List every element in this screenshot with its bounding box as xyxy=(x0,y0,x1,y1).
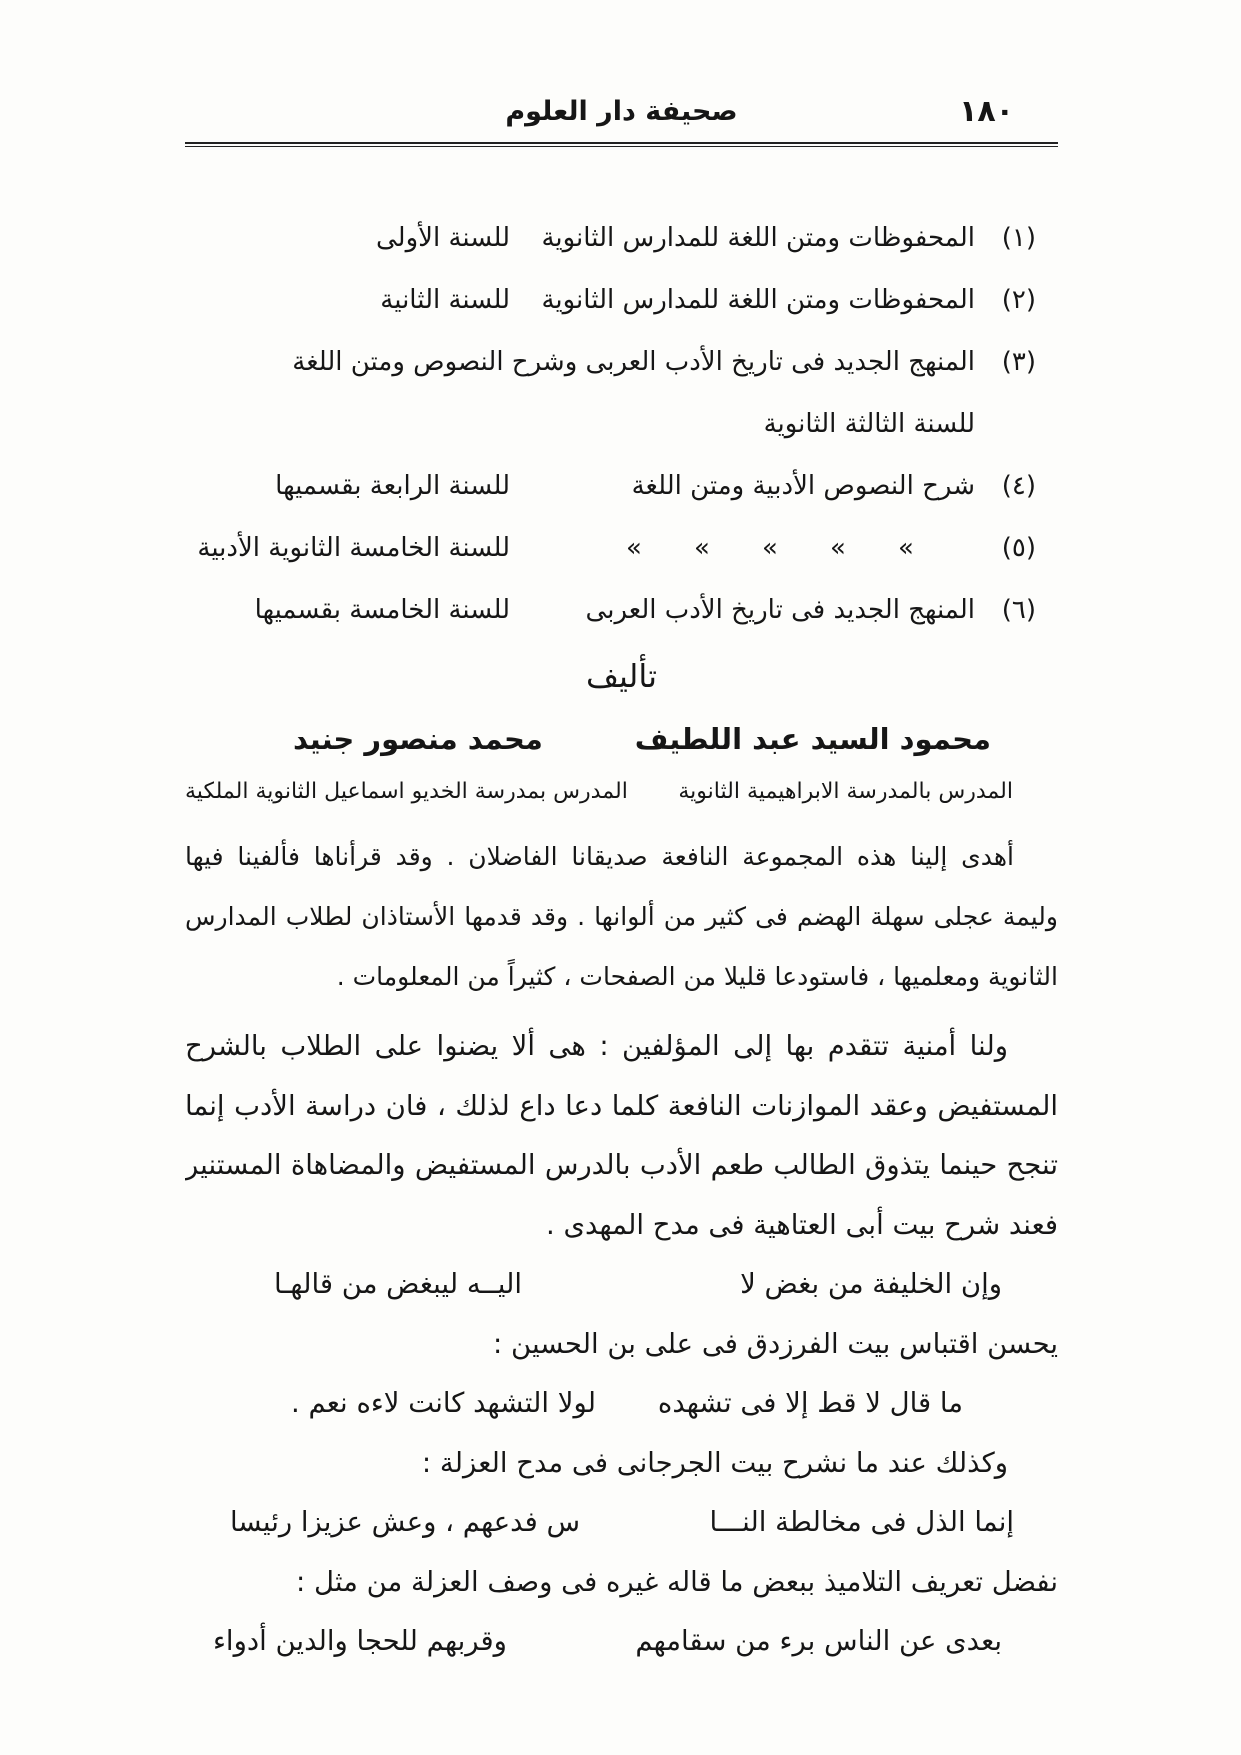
review-body xyxy=(185,1017,1058,1672)
book-grade: للسنة الرابعة بقسميها xyxy=(275,471,510,501)
authorship xyxy=(185,645,1058,812)
list-item xyxy=(185,579,1058,641)
item-number: (٦) xyxy=(1001,595,1036,625)
book-title: المحفوظات ومتن اللغة للمدارس الثانوية xyxy=(541,285,975,315)
ditto-mark: » xyxy=(898,533,914,563)
item-number: (٢) xyxy=(1001,285,1036,315)
text-line: الثانوية ومعلميها ، فاستودعا قليلا من الصفحات ، كثيراً من المعلومات . xyxy=(336,962,1058,991)
book-grade: للسنة الثالثة الثانوية xyxy=(763,409,975,439)
text-line: ولنا أمنية تتقدم بها إلى المؤلفين : هى ألا يضنوا على الطلاب بالشرح xyxy=(185,1030,1008,1062)
list-item xyxy=(185,331,1058,393)
author-name: محمود السيد عبد اللطيف xyxy=(634,722,991,756)
author-name: محمد منصور جنيد xyxy=(293,722,543,756)
hemistich: اليــه ليبغض من قالهـا xyxy=(274,1268,523,1300)
hemistich: س فدعهم ، وعش عزيزا رئيسا xyxy=(230,1506,581,1538)
book-title: شرح النصوص الأدبية ومتن اللغة xyxy=(631,471,975,501)
poetry-verse xyxy=(185,1612,1058,1672)
text-line: المستفيض وعقد الموازنات النافعة كلما دعا داع لذلك ، فان دراسة الأدب إنما xyxy=(185,1089,1058,1122)
text-line: يحسن اقتباس بيت الفرزدق فى على بن الحسين : xyxy=(493,1327,1058,1360)
item-number: (٤) xyxy=(1001,471,1036,501)
text-line: وكذلك عند ما نشرح بيت الجرجانى فى مدح العزلة : xyxy=(421,1446,1008,1479)
authorship-label: تأليف xyxy=(586,657,657,695)
ditto-mark: » xyxy=(694,533,710,563)
book-grade: للسنة الأولى xyxy=(376,223,510,253)
poetry-verse xyxy=(185,1493,1058,1553)
poetry-verse xyxy=(185,1255,1058,1315)
list-item-continuation xyxy=(185,393,1058,455)
hemistich: ما قال لا قط إلا فى تشهده xyxy=(657,1387,963,1419)
author-affiliation: المدرس بمدرسة الخديو اسماعيل الثانوية الملكية xyxy=(185,779,628,804)
author-names xyxy=(185,711,1058,767)
list-item xyxy=(185,269,1058,331)
hemistich: وإن الخليفة من بغض لا xyxy=(740,1268,1002,1300)
running-head xyxy=(185,82,1058,142)
text-line: وليمة عجلى سهلة الهضم فى كثير من ألوانها . وقد قدمها الأستاذان لطلاب المدارس xyxy=(185,902,1058,931)
book-title: المنهج الجديد فى تاريخ الأدب العربى وشرح النصوص ومتن اللغة xyxy=(292,347,975,377)
item-number: (٥) xyxy=(1001,533,1036,563)
hemistich: إنما الذل فى مخالطة النـــا xyxy=(709,1506,1014,1538)
book-list xyxy=(185,207,1058,641)
author-affiliations xyxy=(185,772,1058,812)
header-rule xyxy=(185,142,1058,147)
text-line: فعند شرح بيت أبى العتاهية فى مدح المهدى . xyxy=(546,1208,1058,1241)
book-title: المنهج الجديد فى تاريخ الأدب العربى xyxy=(585,595,975,625)
poetry-verse xyxy=(185,1374,1058,1434)
author-affiliation: المدرس بالمدرسة الابراهيمية الثانوية xyxy=(678,779,1013,804)
book-grade: للسنة الخامسة بقسميها xyxy=(254,595,510,625)
book-grade: للسنة الثانية xyxy=(380,285,510,315)
journal-title: صحيفة دار العلوم xyxy=(505,96,738,127)
ditto-mark: » xyxy=(830,533,846,563)
text-line: أهدى إلينا هذه المجموعة النافعة صديقانا الفاضلان . وقد قرأناها فألفينا فيها xyxy=(185,842,1014,871)
hemistich: لولا التشهد كانت لاءه نعم . xyxy=(291,1387,597,1419)
ditto-mark: » xyxy=(762,533,778,563)
ditto-marks xyxy=(510,517,975,579)
page-number: ١٨٠ xyxy=(959,94,1014,129)
text-line: تنجح حينما يتذوق الطالب طعم الأدب بالدرس المستفيض والمضاهاة المستنير xyxy=(185,1149,1058,1181)
text-line: نفضل تعريف التلاميذ ببعض ما قاله غيره فى وصف العزلة من مثل : xyxy=(296,1565,1058,1598)
review-paragraph xyxy=(185,827,1058,1007)
list-item xyxy=(185,517,1058,579)
list-item xyxy=(185,455,1058,517)
ditto-mark: » xyxy=(626,533,642,563)
hemistich: بعدى عن الناس برء من سقامهم xyxy=(635,1625,1002,1657)
list-item xyxy=(185,207,1058,269)
item-number: (٣) xyxy=(1001,347,1036,377)
book-grade: للسنة الخامسة الثانوية الأدبية xyxy=(197,533,510,563)
hemistich: وقربهم للحجا والدين أدواء xyxy=(213,1625,507,1657)
book-title: المحفوظات ومتن اللغة للمدارس الثانوية xyxy=(541,223,975,253)
item-number: (١) xyxy=(1001,223,1036,253)
